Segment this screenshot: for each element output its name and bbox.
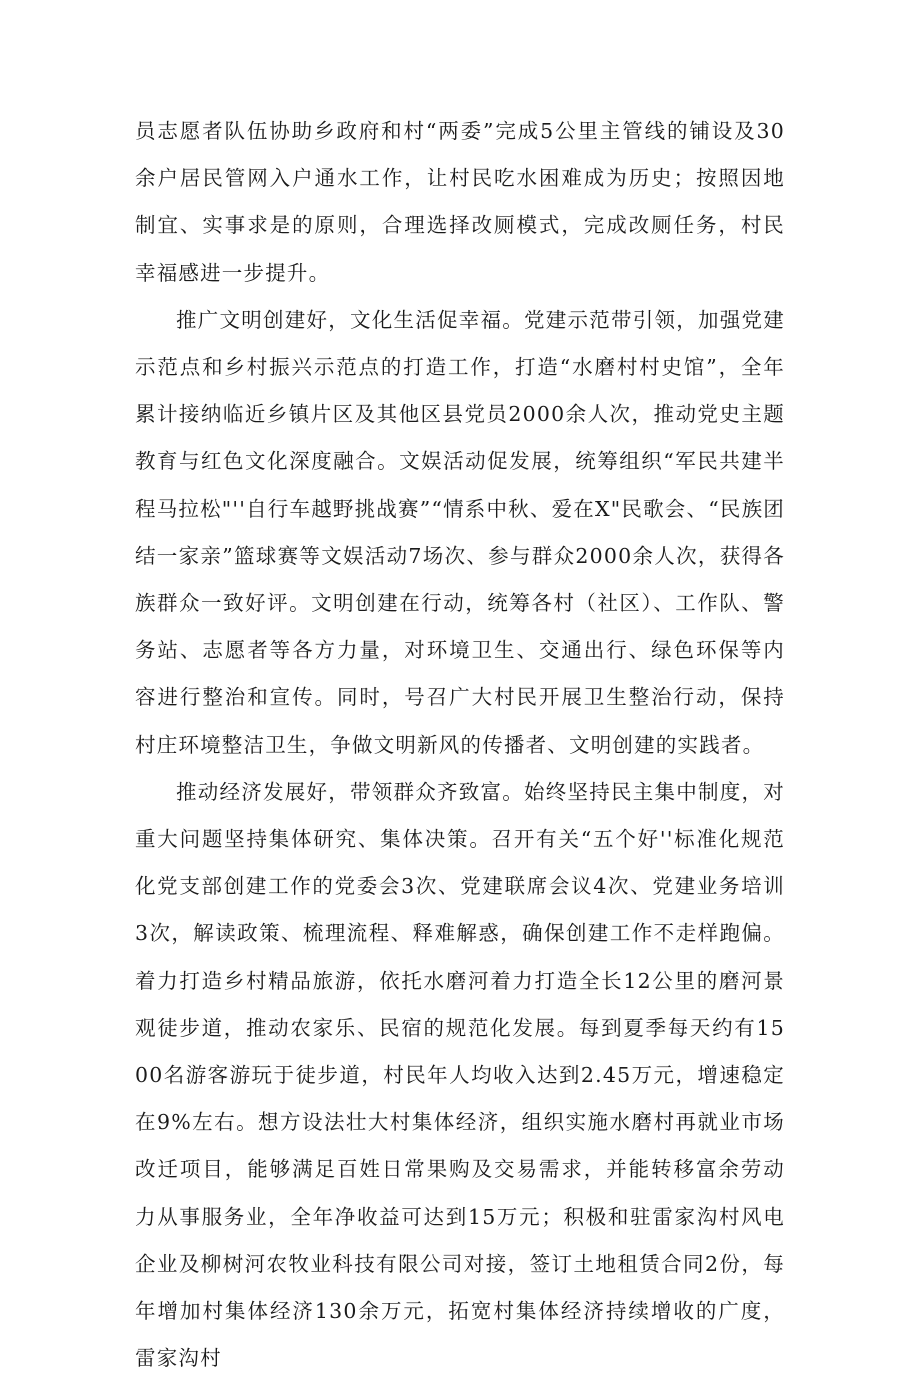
paragraph-water-and-toilet: 员志愿者队伍协助乡政府和村“两委”完成5公里主管线的铺设及30余户居民管网入户通水工作，让村民吃水困难成为历史；按照因地制宜、实事求是的原则，合理选择改厕模式，完成改厕任务，村民幸福感进一步提升。: [135, 119, 785, 285]
paragraph-economic-development: 推动经济发展好，带领群众齐致富。始终坚持民主集中制度，对重大问题坚持集体研究、集体决策。召开有关“五个好''标准化规范化党支部创建工作的党委会3次、党建联席会议4次、党建业务培训3次，解读政策、梳理流程、释难解惑，确保创建工作不走样跑偏。着力打造乡村精品旅游，依托水磨河着力打造全长12公里的磨河景观徒步道，推动农家乐、民宿的规范化发展。每到夏季每天约有1500名游客游玩于徒步道，村民年人均收入达到2.45万元，增速稳定在9%左右。想方设法壮大村集体经济，组织实施水磨村再就业市场改迁项目，能够满足百姓日常果购及交易需求，并能转移富余劳动力从事服务业，全年净收益可达到15万元；积极和驻雷家沟村风电企业及柳树河农牧业科技有限公司对接，签订土地租赁合同2份，每年增加村集体经济130余万元，拓宽村集体经济持续增收的广度，雷家沟村: [135, 779, 785, 1371]
body-text: [135, 108, 785, 1382]
paragraph-civilization-culture: 推广文明创建好，文化生活促幸福。党建示范带引领，加强党建示范点和乡村振兴示范点的打造工作，打造“水磨村村史馆”，全年累计接纳临近乡镇片区及其他区县党员2000余人次，推动党史主题教育与红色文化深度融合。文娱活动促发展，统筹组织“军民共建半程马拉松"''自行车越野挑战赛”“情系中秋、爱在X"民歌会、“民族团结一家亲”篮球赛等文娱活动7场次、参与群众2000余人次，获得各族群众一致好评。文明创建在行动，统筹各村（社区）、工作队、警务站、志愿者等各方力量，对环境卫生、交通出行、绿色环保等内容进行整治和宣传。同时，号召广大村民开展卫生整治行动，保持村庄环境整洁卫生，争做文明新风的传播者、文明创建的实践者。: [135, 307, 785, 757]
